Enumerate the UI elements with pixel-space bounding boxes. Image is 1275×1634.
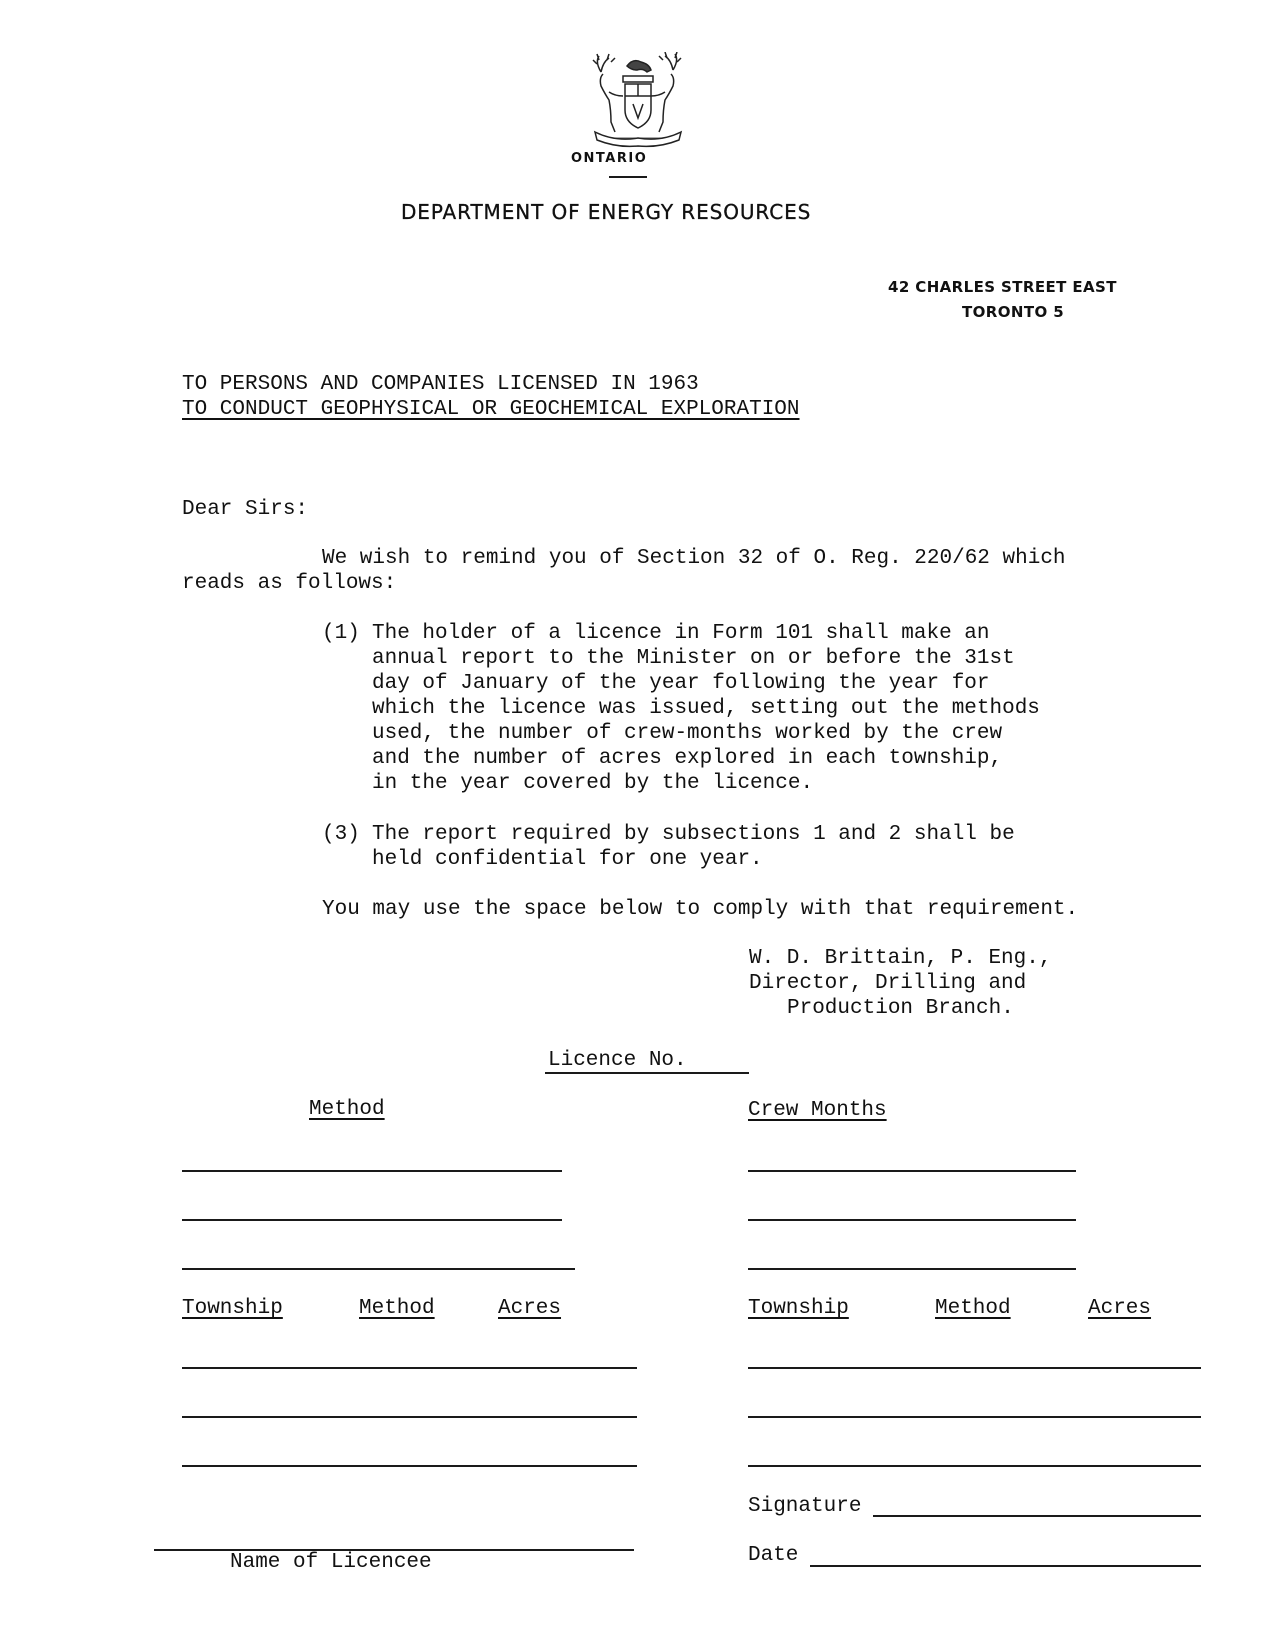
signer-name: W. D. Brittain, P. Eng., bbox=[749, 947, 1052, 970]
address-line-2: TORONTO 5 bbox=[962, 303, 1065, 321]
intro-line-2: reads as follows: bbox=[182, 572, 397, 595]
township-entry-line[interactable] bbox=[748, 1367, 1201, 1369]
clause-1-line: day of January of the year following the year for bbox=[372, 672, 990, 695]
clause-3-line: held confidential for one year. bbox=[372, 848, 763, 871]
clause-3-line: The report required by subsections 1 and 2 shall be bbox=[372, 823, 1015, 846]
signature-field[interactable] bbox=[873, 1515, 1201, 1517]
salutation: Dear Sirs: bbox=[182, 498, 309, 521]
clause-1-line: annual report to the Minister on or before the 31st bbox=[372, 647, 1015, 670]
left-method-header: Method bbox=[359, 1297, 435, 1320]
crew-months-entry-line[interactable] bbox=[748, 1219, 1076, 1221]
date-label: Date bbox=[748, 1544, 799, 1567]
right-method-header: Method bbox=[935, 1297, 1011, 1320]
heading-line-1: TO PERSONS AND COMPANIES LICENSED IN 1963 bbox=[182, 373, 699, 396]
right-acres-header: Acres bbox=[1088, 1297, 1152, 1320]
township-entry-line[interactable] bbox=[182, 1416, 637, 1418]
right-township-header: Township bbox=[748, 1297, 849, 1320]
department-title: DEPARTMENT OF ENERGY RESOURCES bbox=[401, 200, 812, 224]
clause-1-line: which the licence was issued, setting out the methods bbox=[372, 697, 1040, 720]
crew-months-column-label: Crew Months bbox=[748, 1099, 887, 1122]
method-entry-line[interactable] bbox=[182, 1268, 575, 1270]
licence-no-label: Licence No. bbox=[548, 1049, 687, 1072]
left-acres-header: Acres bbox=[498, 1297, 562, 1320]
licence-no-field[interactable] bbox=[545, 1072, 749, 1074]
crew-months-entry-line[interactable] bbox=[748, 1170, 1076, 1172]
township-entry-line[interactable] bbox=[748, 1416, 1201, 1418]
licencee-name-label: Name of Licencee bbox=[230, 1551, 432, 1574]
clause-3-number: (3) bbox=[322, 823, 360, 846]
address-line-1: 42 CHARLES STREET EAST bbox=[888, 278, 1117, 296]
closing-sentence: You may use the space below to comply with that requirement. bbox=[322, 898, 1079, 921]
signer-title-2: Production Branch. bbox=[787, 997, 1014, 1020]
township-entry-line[interactable] bbox=[748, 1465, 1201, 1467]
date-field[interactable] bbox=[810, 1565, 1201, 1567]
ontario-coat-of-arms-icon bbox=[583, 52, 693, 152]
province-rule bbox=[609, 176, 647, 178]
signature-label: Signature bbox=[748, 1495, 862, 1518]
province-title: ONTARIO bbox=[571, 151, 648, 166]
township-entry-line[interactable] bbox=[182, 1465, 637, 1467]
clause-1-line: used, the number of crew-months worked by the crew bbox=[372, 722, 1003, 745]
clause-1-line: The holder of a licence in Form 101 shall make an bbox=[372, 622, 990, 645]
intro-line-1: We wish to remind you of Section 32 of O. Reg. 220/62 which bbox=[322, 547, 1066, 570]
signer-title-1: Director, Drilling and bbox=[749, 972, 1027, 995]
method-column-label: Method bbox=[309, 1098, 385, 1121]
heading-line-2: TO CONDUCT GEOPHYSICAL OR GEOCHEMICAL EXPLORATION bbox=[182, 398, 800, 421]
method-entry-line[interactable] bbox=[182, 1219, 562, 1221]
crew-months-entry-line[interactable] bbox=[748, 1268, 1076, 1270]
clause-1-line: and the number of acres explored in each township, bbox=[372, 747, 1003, 770]
township-entry-line[interactable] bbox=[182, 1367, 637, 1369]
method-entry-line[interactable] bbox=[182, 1170, 562, 1172]
clause-1-line: in the year covered by the licence. bbox=[372, 772, 814, 795]
left-township-header: Township bbox=[182, 1297, 283, 1320]
clause-1-number: (1) bbox=[322, 622, 360, 645]
